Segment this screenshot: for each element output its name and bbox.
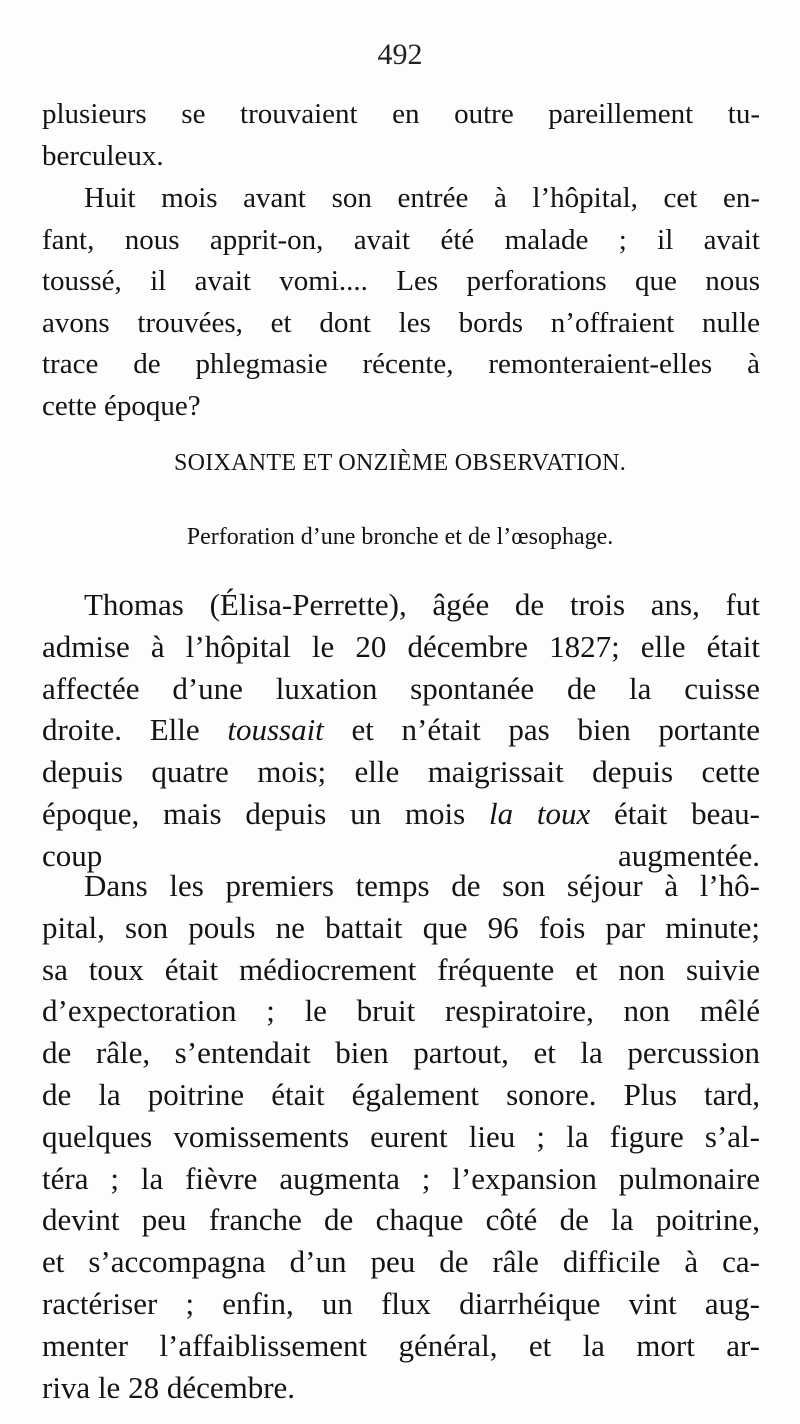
paragraph-continued (42, 94, 760, 177)
text-line: menter l’affaiblissement général, et la mort ar- (42, 1327, 760, 1363)
text-line: Dans les premiers temps de son séjour à l’hô- (84, 868, 760, 903)
text-line: ractériser ; enfin, un flux diarrhéique vint aug- (42, 1285, 760, 1321)
page-number: 492 (377, 38, 423, 71)
text-line: avons trouvées, et dont les bords n’offraient nulle (42, 306, 760, 339)
text-segment: et n’était pas bien portante (323, 712, 760, 748)
text-line: pital, son pouls ne battait que 96 fois par minute; (42, 909, 760, 945)
text-line: et s’accompagna d’un peu de râle difficile à ca- (42, 1244, 760, 1280)
paragraph-case-history (42, 584, 760, 877)
text-line: de râle, s’entendait bien partout, et la percussion (42, 1035, 760, 1071)
text-line: cette époque? (42, 389, 201, 422)
text-segment: époque, mais depuis un mois (42, 795, 489, 831)
observation-subtitle: Perforation d’une bronche et de l’œsophage. (186, 524, 614, 550)
text-line: quelques vomissements eurent lieu ; la figure s’al- (42, 1118, 760, 1154)
text-segment: droite. Elle (42, 712, 228, 748)
text-segment: était beau- (590, 795, 760, 831)
text-line: toussé, il avait vomi.... Les perforations que nous (42, 265, 760, 297)
italic-text: la toux (488, 795, 591, 831)
text-line: Huit mois avant son entrée à l’hôpital, cet en- (84, 182, 760, 214)
text-line: d’expectoration ; le bruit respiratoire, non mêlé (42, 993, 760, 1029)
text-line (42, 709, 760, 751)
text-line: de la poitrine était également sonore. Plus tard, (42, 1076, 760, 1112)
text-line: Thomas (Élisa-Perrette), âgée de trois ans, fut (84, 587, 760, 622)
paragraph-commentary (42, 178, 760, 427)
text-line: trace de phlegmasie récente, remonteraient-elles à (42, 348, 760, 380)
text-line: admise à l’hôpital le 20 décembre 1827; elle était (42, 628, 760, 664)
text-line (42, 793, 760, 835)
text-line: berculeux. (42, 139, 164, 172)
text-line: coup augmentée. (42, 837, 760, 873)
text-line: fant, nous apprit-on, avait été malade ; il avait (42, 223, 760, 256)
italic-text: toussait (227, 712, 324, 748)
paragraph-clinical-course (42, 865, 760, 1408)
text-line: devint peu franche de chaque côté de la poitrine, (42, 1202, 760, 1238)
text-line: téra ; la fièvre augmenta ; l’expansion pulmonaire (42, 1160, 760, 1196)
observation-heading: SOIXANTE ET ONZIÈME OBSERVATION. (173, 450, 627, 476)
text-line: affectée d’une luxation spontanée de la cuisse (42, 670, 760, 706)
text-line: plusieurs se trouvaient en outre pareillement tu- (42, 98, 760, 130)
text-line: depuis quatre mois; elle maigrissait depuis cette (42, 754, 760, 790)
text-line: riva le 28 décembre. (42, 1369, 296, 1405)
text-line: sa toux était médiocrement fréquente et non suivie (42, 951, 760, 987)
